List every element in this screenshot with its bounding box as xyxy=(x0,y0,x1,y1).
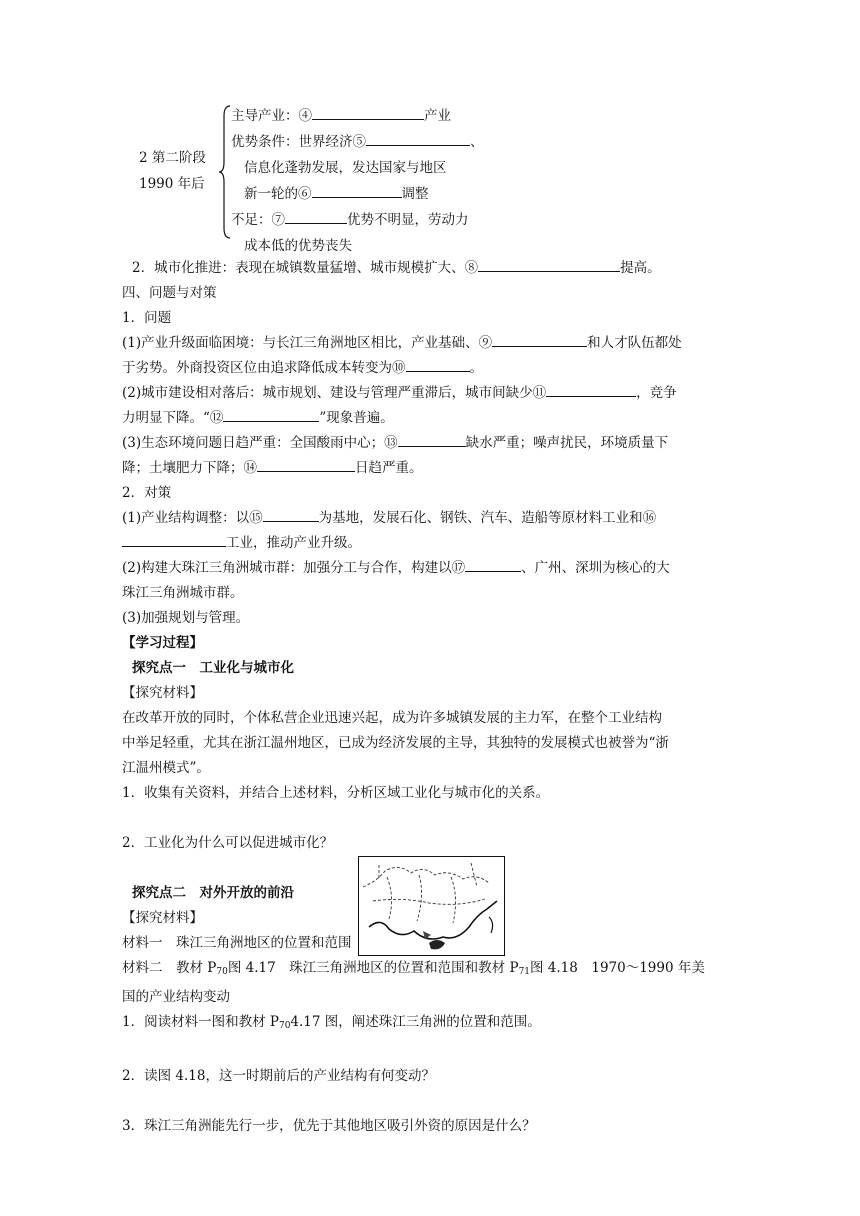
measure-2-cont: 珠江三角洲城市群。 xyxy=(122,585,244,601)
problem-2-text-b: ，竞争 xyxy=(636,385,677,401)
question-5: 3．珠江三角洲能先行一步，优先于其他地区吸引外资的原因是什么？ xyxy=(122,1118,536,1134)
material-label: 【探究材料】 xyxy=(122,685,203,701)
stage-label: 2 第二阶段 xyxy=(139,150,206,166)
urbanization-text: 2．城市化推进：表现在城镇数量猛增、城市规模扩大、⑧ xyxy=(132,260,479,276)
map-drawing xyxy=(359,857,504,955)
blank-7[interactable] xyxy=(285,208,347,224)
material-2-page-1: 70 xyxy=(216,967,228,977)
problem-3-text-b: 缺水严重；噪声扰民，环境质量下 xyxy=(465,435,669,451)
measure-2 xyxy=(122,556,742,581)
pearl-river-delta-map-icon xyxy=(358,856,505,956)
question-4: 2．读图 4.18，这一时期前后的产业结构有何变动？ xyxy=(122,1068,435,1084)
material-text-1: 在改革开放的同时，个体私营企业迅速兴起，成为许多城镇发展的主力军，在整个工业结构 xyxy=(122,710,662,726)
leading-industry-line xyxy=(231,104,451,129)
measure-1 xyxy=(122,506,742,531)
material-text-3: 江温州模式”。 xyxy=(122,760,210,776)
problem-3-cont xyxy=(122,456,742,481)
problem-3-text-c: 降；土壤肥力下降；⑭ xyxy=(122,460,257,476)
blank-8[interactable] xyxy=(478,256,620,272)
curly-brace-icon xyxy=(218,104,232,240)
blank-6[interactable] xyxy=(312,182,402,198)
material-2 xyxy=(122,956,742,985)
document-body-lower xyxy=(122,956,742,1139)
question-3-page: 70 xyxy=(278,1021,291,1031)
shortage-suffix: 优势不明显，劳动力 xyxy=(347,212,469,228)
problem-1-cont xyxy=(122,356,742,381)
point2-title: 探究点二 对外开放的前沿 xyxy=(132,885,294,901)
measures-heading: 2．对策 xyxy=(122,485,172,501)
advantage-line3-text: 新一轮的⑥ xyxy=(244,186,312,202)
leading-industry-text: 主导产业：④ xyxy=(231,108,312,124)
question-3-text-a: 1．阅读材料一图和教材 P xyxy=(122,1014,279,1030)
blank-4[interactable] xyxy=(312,104,424,120)
material-label-2: 【探究材料】 xyxy=(122,910,203,926)
material-2-cont: 国的产业结构变动 xyxy=(122,989,230,1005)
advantage-line3 xyxy=(244,182,429,207)
advantage-line2: 信息化蓬勃发展，发达国家与地区 xyxy=(244,160,447,176)
document-body xyxy=(122,256,742,956)
problem-1-text-b: 和人才队伍都处 xyxy=(587,335,682,351)
measure-1-text: (1)产业结构调整：以⑮ xyxy=(122,510,263,526)
problem-3-text-d: 日趋严重。 xyxy=(355,460,423,476)
measure-2-text-b: 、广州、深圳为核心的大 xyxy=(521,560,670,576)
shortage-line xyxy=(231,208,469,233)
blank-10[interactable] xyxy=(406,356,470,372)
question-3 xyxy=(122,1010,742,1039)
question-3-text-b: 4.17 图，阐述珠江三角洲的位置和范围。 xyxy=(290,1014,541,1030)
material-2-text-c: 图 4.18 1970～1990 年美 xyxy=(530,960,705,976)
blank-11[interactable] xyxy=(546,381,636,397)
material-2-page-2: 71 xyxy=(518,967,531,977)
point1-title: 探究点一 工业化与城市化 xyxy=(132,660,294,676)
problem-2-text-d: ”现象普遍。 xyxy=(319,410,394,426)
advantage-line3-suffix: 调整 xyxy=(401,186,429,202)
measure-1-cont xyxy=(122,531,742,556)
problem-2-cont xyxy=(122,406,742,431)
measure-1-text-c: 工业，推动产业升级。 xyxy=(226,535,361,551)
blank-12[interactable] xyxy=(223,406,319,422)
material-2-text-b: 图 4.17 珠江三角洲地区的位置和范围和教材 P xyxy=(227,960,519,976)
problem-2-text-c: 力明显下降。“⑫ xyxy=(122,410,224,426)
urbanization-line xyxy=(122,256,742,281)
urbanization-suffix: 提高。 xyxy=(620,260,661,276)
shortage-text: 不足：⑦ xyxy=(231,212,285,228)
measure-2-text: (2)构建大珠江三角洲城市群：加强分工与合作，构建以⑰ xyxy=(122,560,466,576)
measure-1-text-b: 为基地，发展石化、钢铁、汽车、造船等原材料工业和⑯ xyxy=(318,510,657,526)
shortage-line2: 成本低的优势丧失 xyxy=(244,238,352,254)
blank-15[interactable] xyxy=(263,506,319,522)
advantage-line xyxy=(231,130,484,155)
blank-17[interactable] xyxy=(465,556,521,572)
problem-2-text: (2)城市建设相对落后：城市规划、建设与管理严重滞后，城市间缺少⑪ xyxy=(122,385,547,401)
advantage-text: 优势条件：世界经济⑤ xyxy=(231,134,366,150)
section4-heading: 四、问题与对策 xyxy=(122,285,217,301)
leading-industry-suffix: 产业 xyxy=(424,108,451,124)
problem-1-text-c: 于劣势。外商投资区位由追求降低成本转变为⑩ xyxy=(122,360,406,376)
learning-heading: 【学习过程】 xyxy=(122,635,203,651)
material-2-text-a: 材料二 教材 P xyxy=(122,960,217,976)
blank-14[interactable] xyxy=(257,456,355,472)
blank-5[interactable] xyxy=(366,130,470,146)
problem-1-text-d: 。 xyxy=(469,360,483,376)
advantage-suffix: 、 xyxy=(470,134,484,150)
question-1: 1．收集有关资料，并结合上述材料，分析区域工业化与城市化的关系。 xyxy=(122,785,550,801)
material-1: 材料一 珠江三角洲地区的位置和范围 xyxy=(122,935,352,951)
blank-13[interactable] xyxy=(398,431,466,447)
problem-2 xyxy=(122,381,742,406)
stage-year: 1990 年后 xyxy=(139,176,205,192)
problems-heading: 1．问题 xyxy=(122,310,172,326)
problem-3 xyxy=(122,431,742,456)
measure-3: (3)加强规划与管理。 xyxy=(122,610,250,626)
problem-3-text: (3)生态环境问题日趋严重：全国酸雨中心；⑬ xyxy=(122,435,398,451)
problem-1 xyxy=(122,331,742,356)
question-2: 2．工业化为什么可以促进城市化？ xyxy=(122,835,334,851)
blank-9[interactable] xyxy=(492,331,587,347)
problem-1-text: (1)产业升级面临困境：与长江三角洲地区相比，产业基础、⑨ xyxy=(122,335,493,351)
blank-16[interactable] xyxy=(122,531,226,547)
material-text-2: 中举足轻重，尤其在浙江温州地区，已成为经济发展的主导，其独特的发展模式也被誉为“浙 xyxy=(122,735,669,751)
